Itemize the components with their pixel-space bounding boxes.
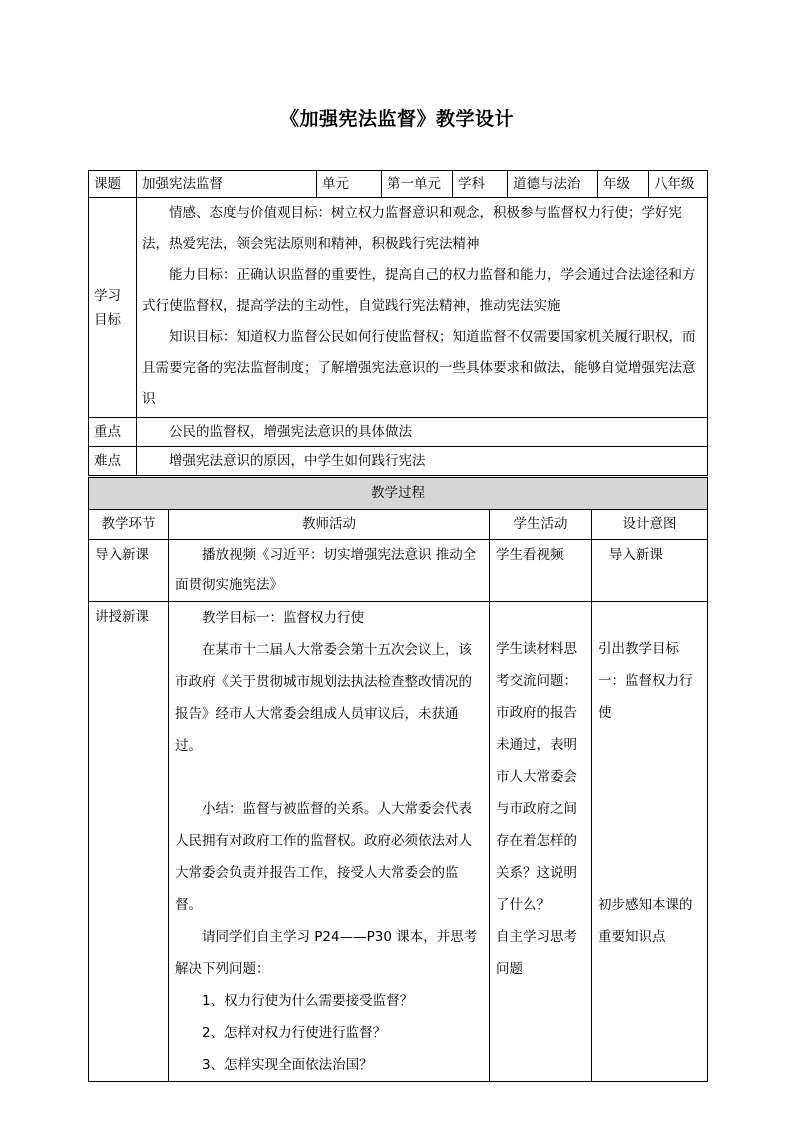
key-point-value: 公民的监督权，增强宪法意识的具体做法: [137, 418, 708, 447]
column-header-student: 学生活动: [490, 510, 592, 540]
new-lesson-student-activity: [490, 602, 592, 1082]
intent-overview: 初步感知本课的重要知识点: [598, 897, 693, 945]
course-info-table: [88, 170, 708, 476]
intro-design-intent: 导入新课: [592, 540, 708, 602]
student-self-study: 自主学习思考问题: [496, 929, 577, 977]
teaching-process-table: [88, 477, 708, 1082]
objectives-row: [89, 198, 708, 418]
teacher-objective-heading: 教学目标一：监督权力行使: [202, 610, 364, 626]
subject-label: 学科: [453, 171, 508, 198]
grade-label: 年级: [598, 171, 649, 198]
column-header-intent: 设计意图: [592, 510, 708, 540]
new-lesson-design-intent: [592, 602, 708, 1082]
teacher-self-study-task: 请同学们自主学习 P24——P30 课本，并思考解决下列问题：: [175, 929, 478, 977]
ability-objective: 能力目标：正确认识监督的重要性，提高自己的权力监督和能力，学会通过合法途径和方式行使监督权，提高学法的主动性，自觉践行宪法精神，推动宪法实施: [142, 267, 696, 314]
new-lesson-stage: 讲授新课: [89, 602, 169, 1082]
info-row: [89, 171, 708, 198]
subject-value: 道德与法治: [508, 171, 598, 198]
intro-teacher-activity: 播放视频《习近平：切实增强宪法意识 推动全面贯彻实施宪法》: [169, 540, 490, 602]
unit-label: 单元: [317, 171, 382, 198]
objectives-label-line2: 目标: [94, 311, 121, 328]
new-lesson-teacher-activity: [169, 602, 490, 1082]
objectives-label-line1: 学习: [94, 287, 121, 304]
knowledge-objective: 知识目标：知道权力监督公民如何行使监督权；知道监督不仅需要国家机关履行职权，而且需要完备的宪法监督制度；了解增强宪法意识的一些具体要求和做法，能够自觉增强宪法意识: [142, 329, 696, 407]
process-header: 教学过程: [89, 478, 708, 510]
difficulty-row: [89, 447, 708, 476]
question-3: 3、怎样实现全面依法治国？: [202, 1057, 373, 1073]
question-1: 1、权力行使为什么需要接受监督？: [202, 993, 414, 1009]
emotion-objective: 情感、态度与价值观目标：树立权力监督意识和观念，积极参与监督权力行使；学好宪法，热爱宪法，领会宪法原则和精神，积极践行宪法精神: [142, 205, 682, 252]
student-discussion: 学生读材料思考交流问题：市政府的报告未通过，表明市人大常委会与市政府之间存在着怎样的关系？这说明了什么？: [496, 641, 577, 913]
difficulty-value: 增强宪法意识的原因，中学生如何践行宪法: [137, 447, 708, 476]
objectives-content: [137, 198, 708, 418]
unit-value: 第一单元: [382, 171, 453, 198]
document-title: 《加强宪法监督》教学设计: [279, 108, 514, 130]
course-value: 加强宪法监督: [137, 171, 317, 198]
intro-stage: 导入新课: [89, 540, 169, 602]
grade-value: 八年级: [649, 171, 708, 198]
intro-student-activity: 学生看视频: [490, 540, 592, 602]
key-point-label: 重点: [89, 418, 137, 447]
intro-row: [89, 540, 708, 602]
course-label: 课题: [89, 171, 137, 198]
teacher-summary: 小结：监督与被监督的关系。人大常委会代表人民拥有对政府工作的监督权。政府必须依法对人大常委会负责并报告工作，接受人大常委会的监督。: [175, 801, 472, 913]
column-header-row: [89, 510, 708, 540]
column-header-stage: 教学环节: [89, 510, 169, 540]
intent-objective-one: 引出教学目标一：监督权力行使: [598, 641, 693, 721]
difficulty-label: 难点: [89, 447, 137, 476]
process-header-row: [89, 478, 708, 510]
key-point-row: [89, 418, 708, 447]
teacher-case-material: 在某市十二届人大常委会第十五次会议上，该市政府《关于贯彻城市规划法执法检查整改情况的报告》经市人大常委会组成人员审议后，未获通过。: [175, 642, 472, 754]
question-2: 2、怎样对权力行使进行监督？: [202, 1025, 387, 1041]
new-lesson-row: [89, 602, 708, 1082]
column-header-teacher: 教师活动: [169, 510, 490, 540]
objectives-label: [89, 198, 137, 418]
